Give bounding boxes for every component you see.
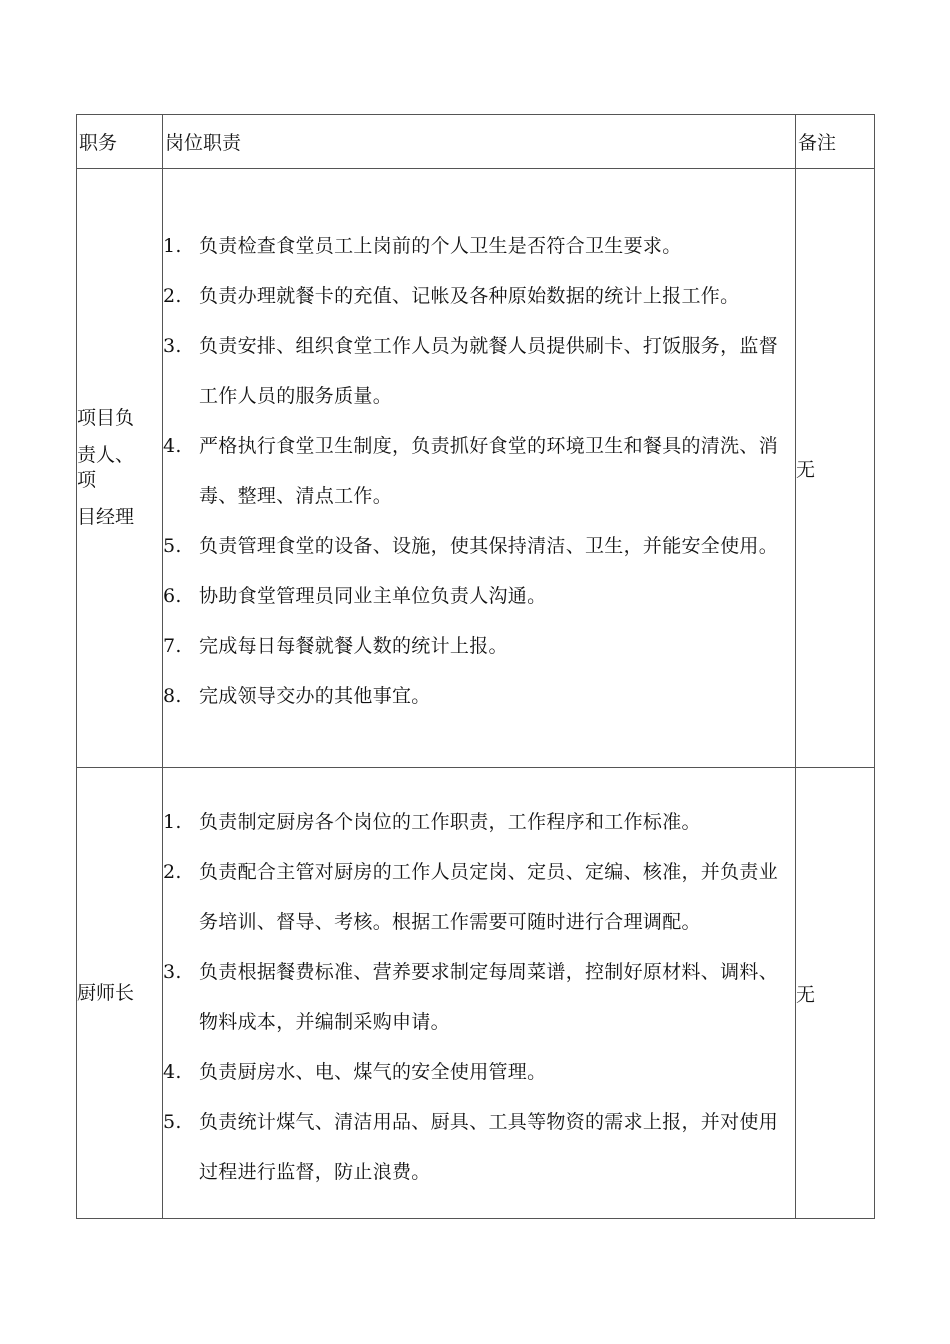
item-text: 负责检查食堂员工上岗前的个人卫生是否符合卫生要求。 xyxy=(199,235,682,257)
remark-cell: 无 xyxy=(796,169,875,768)
item-number: 8. xyxy=(163,685,182,707)
list-item xyxy=(163,421,795,521)
item-text: 完成领导交办的其他事宜。 xyxy=(199,685,431,707)
job-duty-table xyxy=(76,114,875,1219)
item-number: 6. xyxy=(163,585,182,607)
item-text: 完成每日每餐就餐人数的统计上报。 xyxy=(199,635,508,657)
duty-list xyxy=(163,215,795,721)
role-text: 项 xyxy=(77,469,97,491)
role-text: 目经理 xyxy=(77,506,135,528)
item-number: 5. xyxy=(163,535,182,557)
remark-cell: 无 xyxy=(796,768,875,1219)
item-number: 4. xyxy=(163,435,182,457)
list-item xyxy=(163,621,795,671)
table-header-row xyxy=(77,115,875,169)
role-text: 厨师长 xyxy=(77,981,135,1004)
item-text: 协助食堂管理员同业主单位负责人沟通。 xyxy=(199,585,547,607)
list-item xyxy=(163,1097,795,1197)
role-cell xyxy=(77,768,163,1219)
header-remark: 备注 xyxy=(796,115,875,169)
item-text: 负责办理就餐卡的充值、记帐及各种原始数据的统计上报工作。 xyxy=(199,285,740,307)
header-duties: 岗位职责 xyxy=(163,115,796,169)
table-row xyxy=(77,169,875,768)
item-text: 负责根据餐费标准、营养要求制定每周菜谱，控制好原材料、调料、物料成本，并编制采购申请。 xyxy=(199,961,779,1033)
item-number: 3. xyxy=(163,335,182,357)
item-number: 1. xyxy=(163,811,182,833)
item-number: 4. xyxy=(163,1061,182,1083)
list-item xyxy=(163,671,795,721)
item-number: 2. xyxy=(163,285,182,307)
list-item xyxy=(163,847,795,947)
header-role: 职务 xyxy=(77,115,163,169)
list-item xyxy=(163,1047,795,1097)
item-number: 1. xyxy=(163,235,182,257)
item-text: 负责配合主管对厨房的工作人员定岗、定员、定编、核准，并负责业务培训、督导、考核。根据工作需要可随时进行合理调配。 xyxy=(199,861,779,933)
role-cell xyxy=(77,169,163,768)
item-text: 严格执行食堂卫生制度，负责抓好食堂的环境卫生和餐具的清洗、消毒、整理、清点工作。 xyxy=(199,435,779,507)
item-text: 负责制定厨房各个岗位的工作职责，工作程序和工作标准。 xyxy=(199,811,701,833)
table-row xyxy=(77,768,875,1219)
role-text: 责人、 xyxy=(77,444,135,466)
list-item xyxy=(163,271,795,321)
item-number: 3. xyxy=(163,961,182,983)
item-text: 负责安排、组织食堂工作人员为就餐人员提供刷卡、打饭服务，监督工作人员的服务质量。 xyxy=(199,335,779,407)
item-text: 负责厨房水、电、煤气的安全使用管理。 xyxy=(199,1061,547,1083)
list-item xyxy=(163,221,795,271)
duties-cell xyxy=(163,768,796,1219)
duties-cell xyxy=(163,169,796,768)
item-text: 负责统计煤气、清洁用品、厨具、工具等物资的需求上报，并对使用过程进行监督，防止浪费。 xyxy=(199,1111,779,1183)
role-text: 项目负 xyxy=(77,407,135,429)
item-number: 2. xyxy=(163,861,182,883)
item-text: 负责管理食堂的设备、设施，使其保持清洁、卫生，并能安全使用。 xyxy=(199,535,779,557)
list-item xyxy=(163,521,795,571)
duty-list xyxy=(163,789,795,1197)
list-item xyxy=(163,947,795,1047)
item-number: 7. xyxy=(163,635,182,657)
list-item xyxy=(163,797,795,847)
item-number: 5. xyxy=(163,1111,182,1133)
list-item xyxy=(163,571,795,621)
list-item xyxy=(163,321,795,421)
